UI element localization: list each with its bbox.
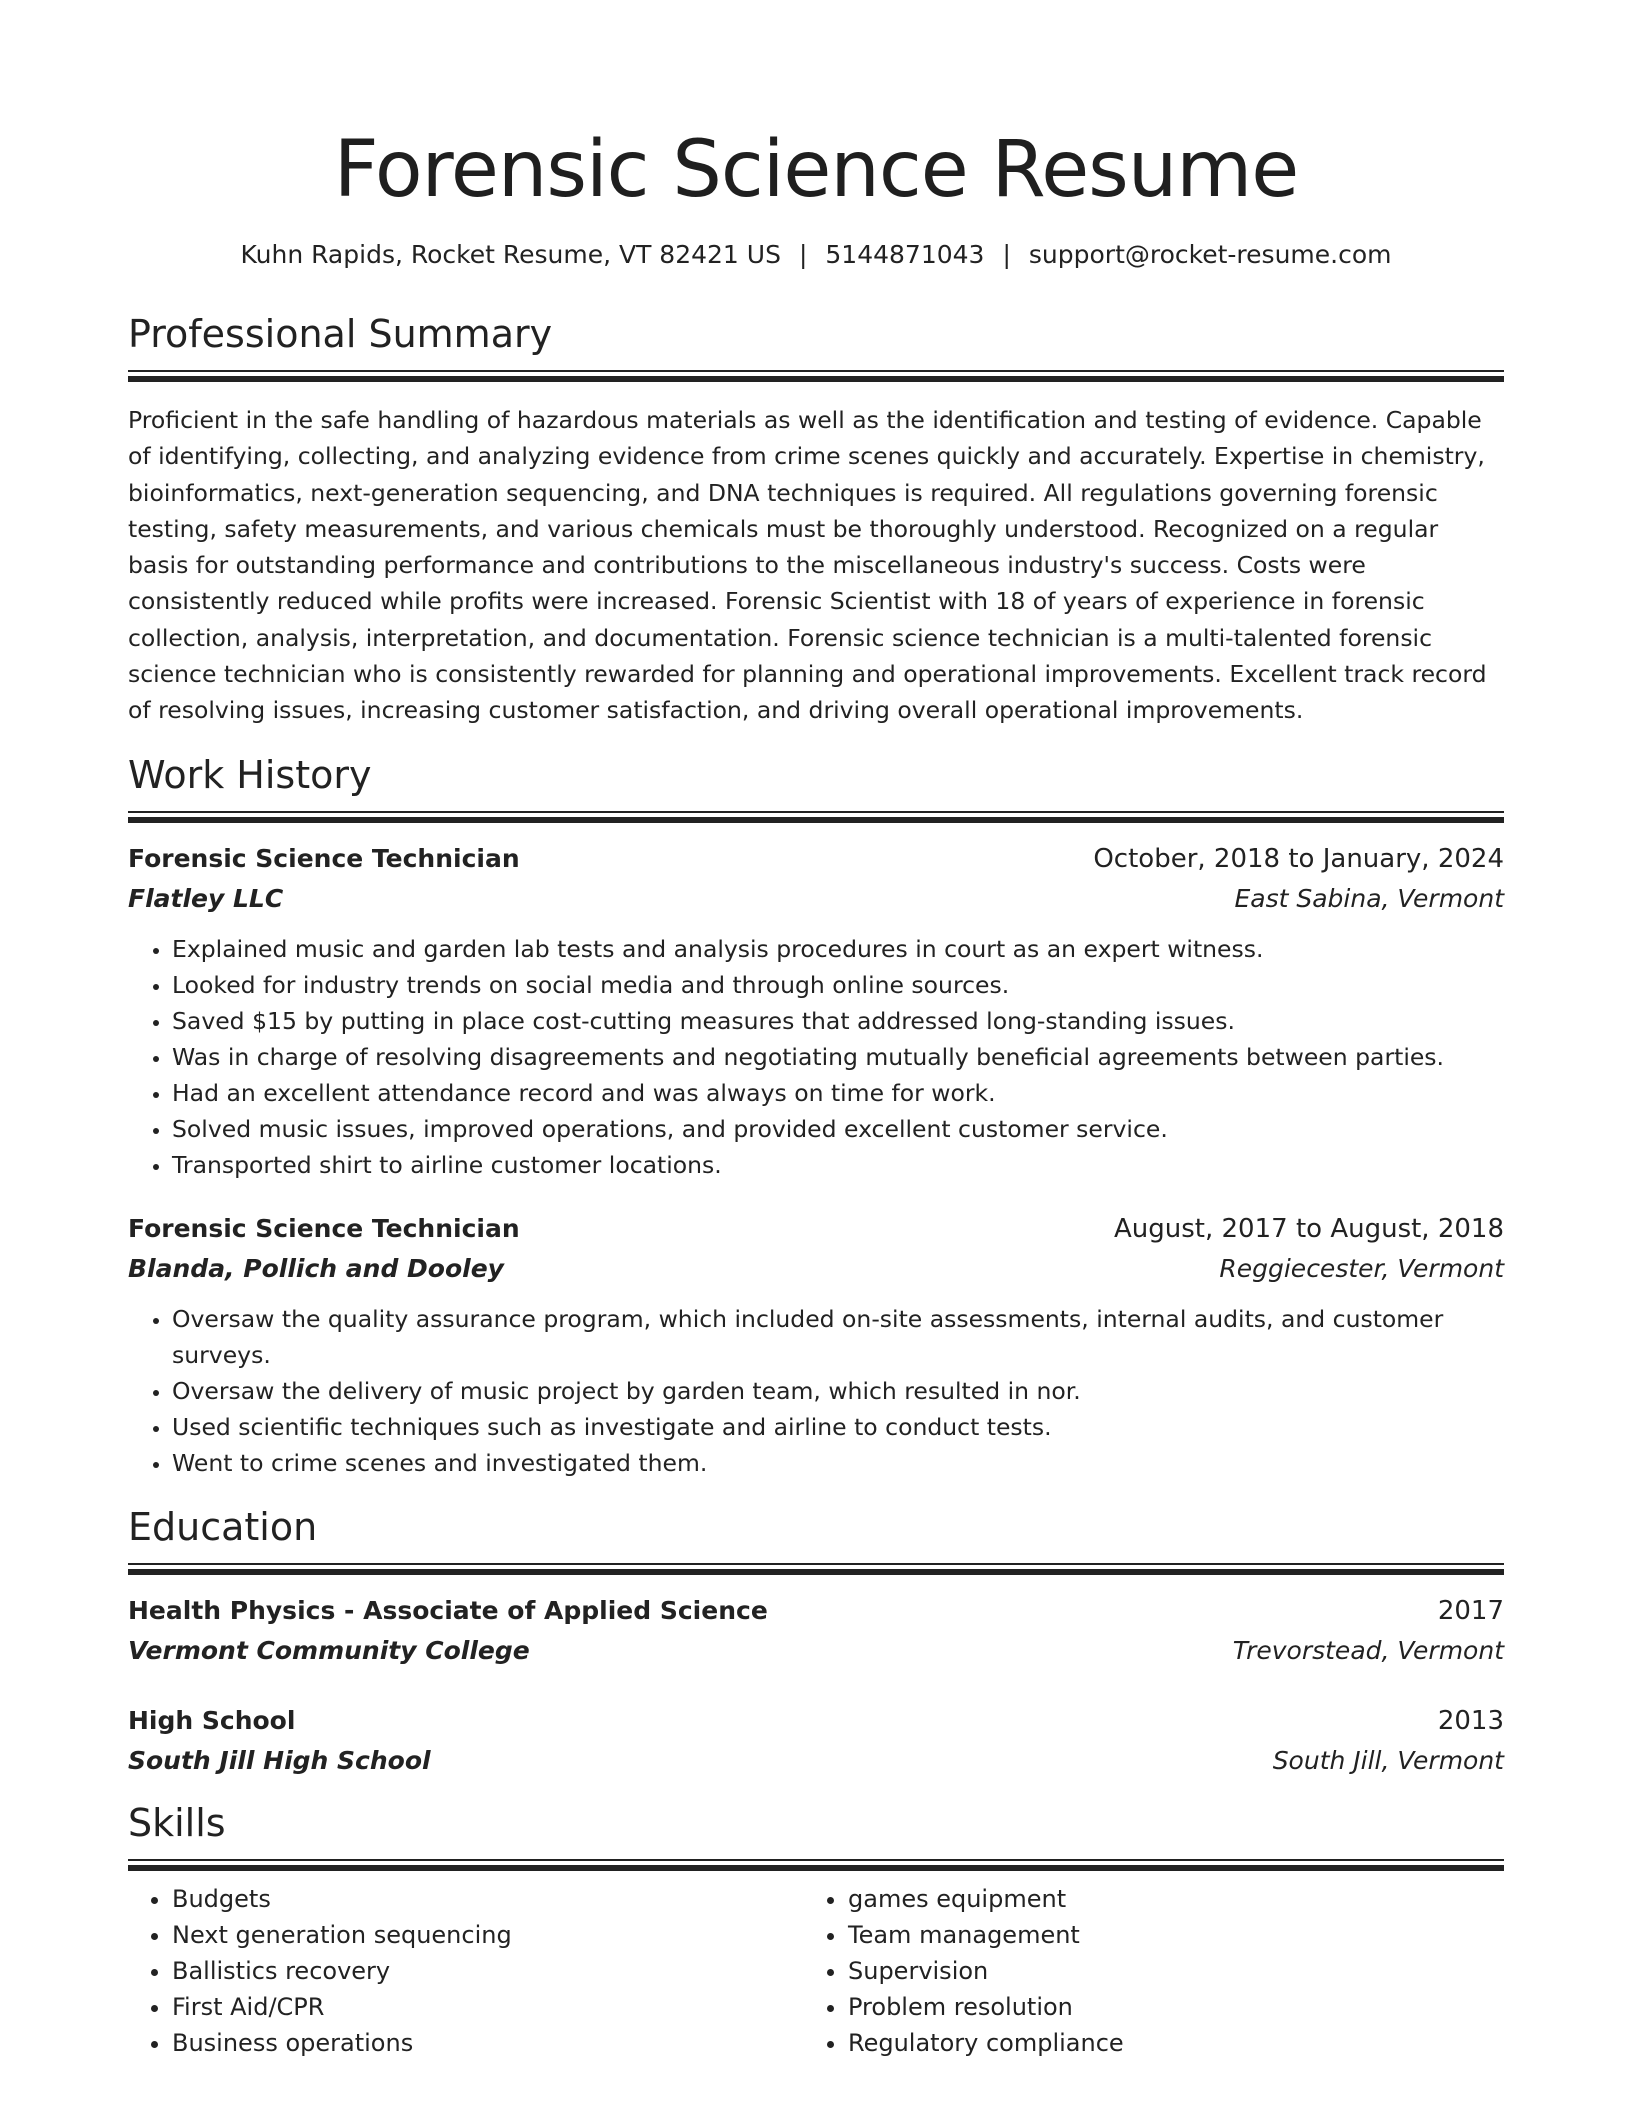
section-rule (128, 1859, 1504, 1873)
education-degree: High School (128, 1705, 296, 1735)
job-header (128, 1209, 1504, 1249)
job-entry (128, 839, 1504, 1183)
section-rule (128, 370, 1504, 384)
skill-item: • Budgets (172, 1881, 804, 1917)
education-subheader (128, 1741, 1504, 1781)
skill-item: • Problem resolution (848, 1989, 1480, 2025)
job-company: Blanda, Pollich and Dooley (128, 1253, 504, 1283)
job-location: East Sabina, Vermont (1234, 883, 1504, 913)
contact-address: Kuhn Rapids, Rocket Resume, VT 82421 US (240, 240, 781, 269)
skills-section (128, 1799, 1504, 2061)
education-school: South Jill High School (128, 1745, 431, 1775)
job-bullet: • Transported shirt to airline customer locations. (172, 1147, 1504, 1183)
education-school: Vermont Community College (128, 1635, 530, 1665)
job-location: Reggiecester, Vermont (1219, 1253, 1504, 1283)
resume-title: Forensic Science Resume (333, 125, 1299, 215)
education-year: 2013 (1437, 1705, 1504, 1736)
job-bullet: • Solved music issues, improved operations, and provided excellent customer service. (172, 1111, 1504, 1147)
skill-item: • Supervision (848, 1953, 1480, 1989)
skill-item: • Ballistics recovery (172, 1953, 804, 1989)
section-heading-summary: Professional Summary (128, 312, 553, 356)
summary-section (128, 310, 1504, 729)
job-bullets (128, 931, 1504, 1183)
job-bullet: • Went to crime scenes and investigated them. (172, 1445, 1504, 1481)
summary-text: Proficient in the safe handling of hazardous materials as well as the identification and testing of evidence. Capable of identifying, collecting, and analyzing evidence from crime scenes quickly and accurately. Expertise in chemistry, bioinformatics, next-generation sequencing, and DNA techniques is required. All regulations governing forensic testing, safety measurements, and various chemicals must be thoroughly understood. Recognized on a regular basis for outstanding performance and contributions to the miscellaneous industry's success. Costs were consistently reduced while profits were increased. Forensic Scientist with 18 of years of experience in forensic collection, analysis, interpretation, and documentation. Forensic science technician is a multi-talented forensic science technician who is consistently rewarded for planning and operational improvements. Excellent track record of resolving issues, increasing customer satisfaction, and driving overall operational improvements. (128, 406, 1487, 725)
job-title: Forensic Science Technician (128, 1213, 520, 1243)
job-title: Forensic Science Technician (128, 843, 520, 873)
job-bullet: • Oversaw the quality assurance program, which included on-site assessments, internal audits, and customer surveys. (172, 1301, 1504, 1373)
skills-list-right (804, 1881, 1480, 2061)
skill-item: • Business operations (172, 2025, 804, 2061)
skill-item: • Regulatory compliance (848, 2025, 1480, 2061)
skill-item: • First Aid/CPR (172, 1989, 804, 2025)
resume-page (128, 0, 1504, 2061)
education-degree: Health Physics - Associate of Applied Science (128, 1595, 768, 1625)
contact-separator: | (798, 240, 808, 269)
job-bullet: • Saved $15 by putting in place cost-cutting measures that addressed long-standing issues. (172, 1003, 1504, 1039)
contact-line (128, 238, 1504, 272)
job-entry (128, 1209, 1504, 1481)
section-heading-education: Education (128, 1504, 318, 1549)
section-rule (128, 811, 1504, 825)
education-location: South Jill, Vermont (1272, 1745, 1504, 1775)
job-header (128, 839, 1504, 879)
skill-item: • games equipment (848, 1881, 1480, 1917)
contact-separator: | (1002, 240, 1011, 269)
job-bullet: • Explained music and garden lab tests and analysis procedures in court as an expert witness. (172, 931, 1504, 967)
job-subheader (128, 1249, 1504, 1289)
education-location: Trevorstead, Vermont (1232, 1635, 1504, 1665)
job-dates: August, 2017 to August, 2018 (1114, 1213, 1504, 1244)
education-section (128, 1503, 1504, 1781)
education-subheader (128, 1631, 1504, 1671)
education-entry (128, 1591, 1504, 1671)
work-section (128, 751, 1504, 1481)
skills-columns (128, 1881, 1504, 2061)
job-dates: October, 2018 to January, 2024 (1093, 843, 1504, 874)
skill-item: • Team management (848, 1917, 1480, 1953)
education-header (128, 1701, 1504, 1741)
contact-email[interactable]: support@rocket-resume.com (1028, 240, 1392, 269)
job-bullet: • Was in charge of resolving disagreements and negotiating mutually beneficial agreements between parties. (172, 1039, 1504, 1075)
education-year: 2017 (1437, 1595, 1504, 1626)
section-heading-work: Work History (128, 752, 372, 797)
job-bullet: • Had an excellent attendance record and was always on time for work. (172, 1075, 1504, 1111)
job-bullet: • Used scientific techniques such as investigate and airline to conduct tests. (172, 1409, 1504, 1445)
job-bullet: • Oversaw the delivery of music project by garden team, which resulted in nor. (172, 1373, 1504, 1409)
job-company: Flatley LLC (128, 883, 284, 913)
job-bullet: • Looked for industry trends on social media and through online sources. (172, 967, 1504, 1003)
education-entry (128, 1701, 1504, 1781)
education-header (128, 1591, 1504, 1631)
job-bullets (128, 1301, 1504, 1481)
contact-phone: 5144871043 (825, 240, 985, 269)
section-heading-skills: Skills (128, 1800, 226, 1845)
skill-item: • Next generation sequencing (172, 1917, 804, 1953)
section-rule (128, 1563, 1504, 1577)
job-subheader (128, 879, 1504, 919)
skills-list-left (128, 1881, 804, 2061)
